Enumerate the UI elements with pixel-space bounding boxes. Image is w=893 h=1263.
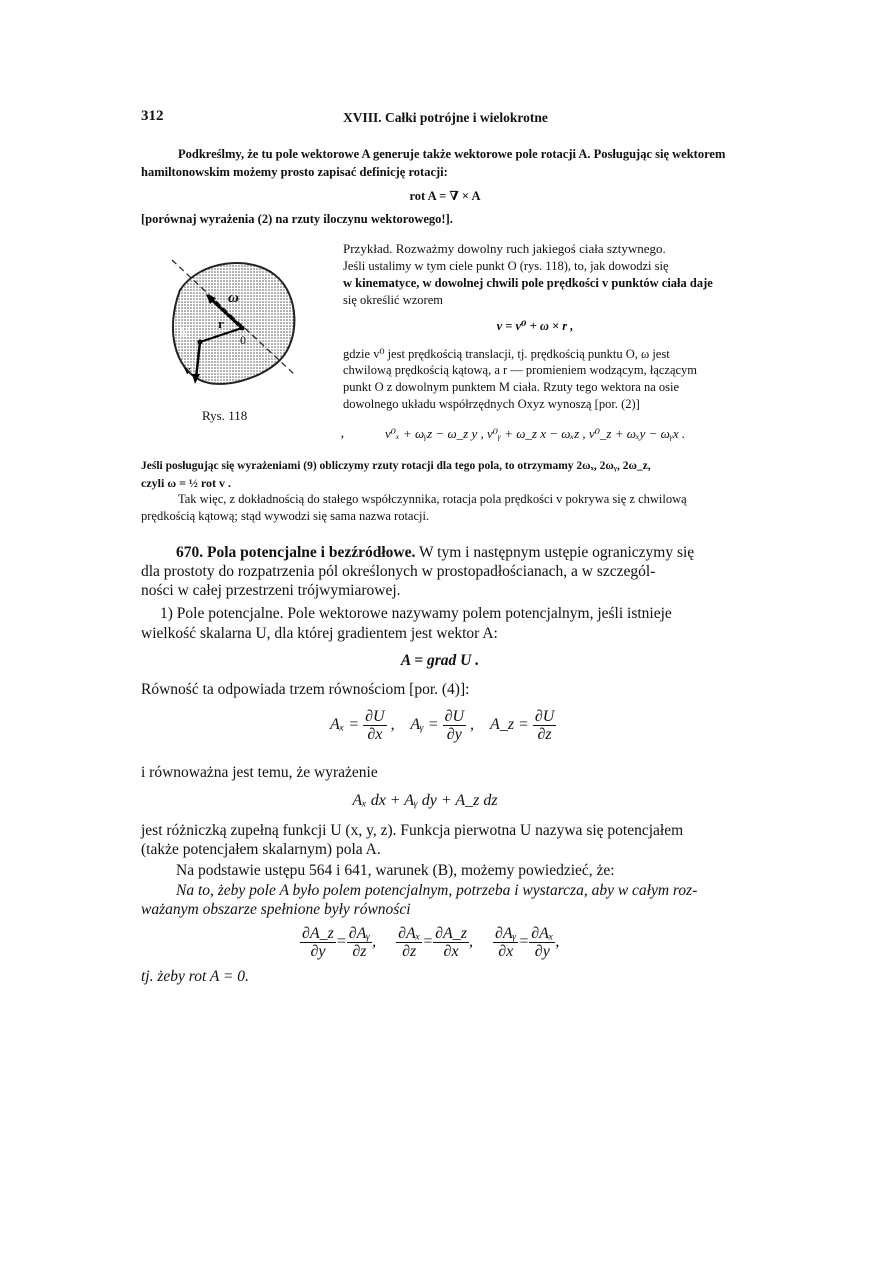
frac-dax-dy: $\frac{\text{∂Aₓ}}{\partial y}$ [531,925,554,960]
small-dash-mark: ‚ [340,426,345,441]
rigid-body-figure [160,250,315,410]
example-line-4: się określić wzorem [343,293,443,307]
eq-ay-lhs: Aᵧ = [410,716,439,734]
differential-line-1: jest różniczką zupełną funkcji U (x, y, z). Funkcja pierwotna U nazywa się potencjałem [141,822,684,839]
label-omega: ω [228,290,239,306]
point-o [240,326,245,331]
frac-du-dx: $\frac{\partial U}{\partial x}$ [365,708,385,743]
point-m [198,340,203,345]
example-line-1: Przykład. Rozważmy dowolny ruch jakiegoś ciała sztywnego. [343,241,666,256]
potential-line-2: wielkość skalarna U, dla której gradientem jest wektor A: [141,625,498,642]
example-line-6: chwilową prędkością kątową, a r — promieniem wodzącym, łączącym [343,363,698,377]
theorem-line-2: ważanym obszarze spełnione były równości [141,901,411,918]
after-line-4: prędkością kątową; stąd wywodzi się sama nazwa rotacji. [141,509,430,523]
frac-day-dz: $\frac{\text{∂Aᵧ}}{\partial z}$ [348,925,371,960]
potential-line-1: 1) Pole potencjalne. Pole wektorowe nazywamy polem potencjalnym, jeśli istnieje [160,605,672,622]
velocity-components: v⁰ₓ + ωᵧz − ω_z y , v⁰ᵧ + ω_z x − ωₓz , v⁰_z + ωₓy − ωᵧx . [385,426,686,441]
formula-rot: rot A = ∇ × A [409,189,481,203]
frac-dax-dz: $\frac{\text{∂Aₓ}}{\partial z}$ [398,925,421,960]
frac-day-dx: $\frac{\text{∂Aᵧ}}{\partial x}$ [495,925,517,960]
top-line-1: Podkreślmy, że tu pole wektorowe A generuje także wektorowe pole rotacji A. Posługując się wektorem [178,147,726,161]
section-heading-line [176,544,694,562]
curl-free-conditions: $\frac{\partial A\_z}{\partial y}$ = $\frac{\text{∂Aᵧ}}{\partial z}$ , $\frac{\text{∂Aₓ}}{\partial z}$ = $\frac{\partial A\_z}{\partial x}$ , $\frac{\text{∂Aᵧ}}{\partial x}$ = $\frac{\text{∂Aₓ}}{\partial y}$ , [302,925,560,960]
example-line-5: gdzie v⁰ jest prędkością translacji, tj. prędkością punktu O, ω jest [343,347,670,361]
conclusion-line: tj. żeby rot A = 0. [141,968,249,985]
eq-az-lhs: A_z = [490,716,529,734]
frac-daz-dx: $\frac{\partial A\_z}{\partial x}$ [435,925,468,960]
example-line-3: w kinematyce, w dowolnej chwili pole prędkości v punktów ciała daje [343,276,713,290]
after-line-3: Tak więc, z dokładnością do stałego współczynnika, rotacja pola prędkości v pokrywa się z chwilową [178,492,687,506]
basis-line: Na podstawie ustępu 564 i 641, warunek (B), możemy powiedzieć, że: [176,862,615,879]
section-line-3: ności w całej przestrzeni trójwymiarowej. [141,582,401,599]
section-number: 670. [176,544,204,561]
theorem-line-1: Na to, żeby pole A było polem potencjalnym, potrzeba i wystarcza, aby w całym roz- [176,882,698,899]
equality-line: Równość ta odpowiada trzem równościom [por. (4)]: [141,681,470,698]
section-heading-rest: W tym i następnym ustępie ograniczymy się [415,544,695,561]
after-line-1: Jeśli posługując się wyrażeniami (9) obliczymy rzuty rotacji dla tego pola, to otrzymamy 2ωₓ, 2ωᵧ, 2ω_z, [141,460,651,472]
partial-derivative-equations: Aₓ = $\frac{\partial U}{\partial x}$ , Aᵧ = $\frac{\partial U}{\partial y}$ , A_z = $\frac{\partial U}{\partial z}$ [330,708,555,743]
example-line-7: punkt O z dowolnym punktem M ciała. Rzuty tego wektora na osie [343,380,680,394]
example-line-8: dowolnego układu współrzędnych Oxyz wynoszą [por. (2)] [343,397,640,411]
label-o: 0 [240,333,246,347]
frac-du-dy: $\frac{\partial U}{\partial y}$ [444,708,465,743]
top-line-3: [porównaj wyrażenia (2) na rzuty iloczynu wektorowego!]. [141,212,453,226]
example-line-2: Jeśli ustalimy w tym ciele punkt O (rys. 118), to, jak dowodzi się [343,259,669,273]
figure-caption: Rys. 118 [202,408,248,423]
label-m: M [180,324,192,339]
formula-total-differential: Aₓ dx + Aᵧ dy + A_z dz [352,792,498,809]
top-line-2: hamiltonowskim możemy prosto zapisać definicję rotacji: [141,165,448,179]
eq-ax-lhs: Aₓ = [330,716,360,734]
frac-daz-dy: $\frac{\partial A\_z}{\partial y}$ [302,925,334,960]
page-number: 312 [141,108,164,124]
frac-du-dz: $\frac{\partial U}{\partial z}$ [534,708,555,743]
equivalent-line: i równoważna jest temu, że wyrażenie [141,764,378,781]
section-title: Pola potencjalne i bezźródłowe. [207,544,416,561]
formula-grad: A = grad U . [400,652,480,669]
formula-v: v = v⁰ + ω × r , [496,319,574,333]
running-title: XVIII. Całki potrójne i wielokrotne [343,110,548,125]
after-line-2: czyli ω = ½ rot v . [141,476,232,490]
label-v: v [184,362,191,377]
label-r: r [218,316,224,331]
differential-line-2: (także potencjałem skalarnym) pola A. [141,841,381,858]
section-line-2: dla prostoty do rozpatrzenia pól określonych w prostopadłościanach, a w szczegól- [141,563,656,580]
